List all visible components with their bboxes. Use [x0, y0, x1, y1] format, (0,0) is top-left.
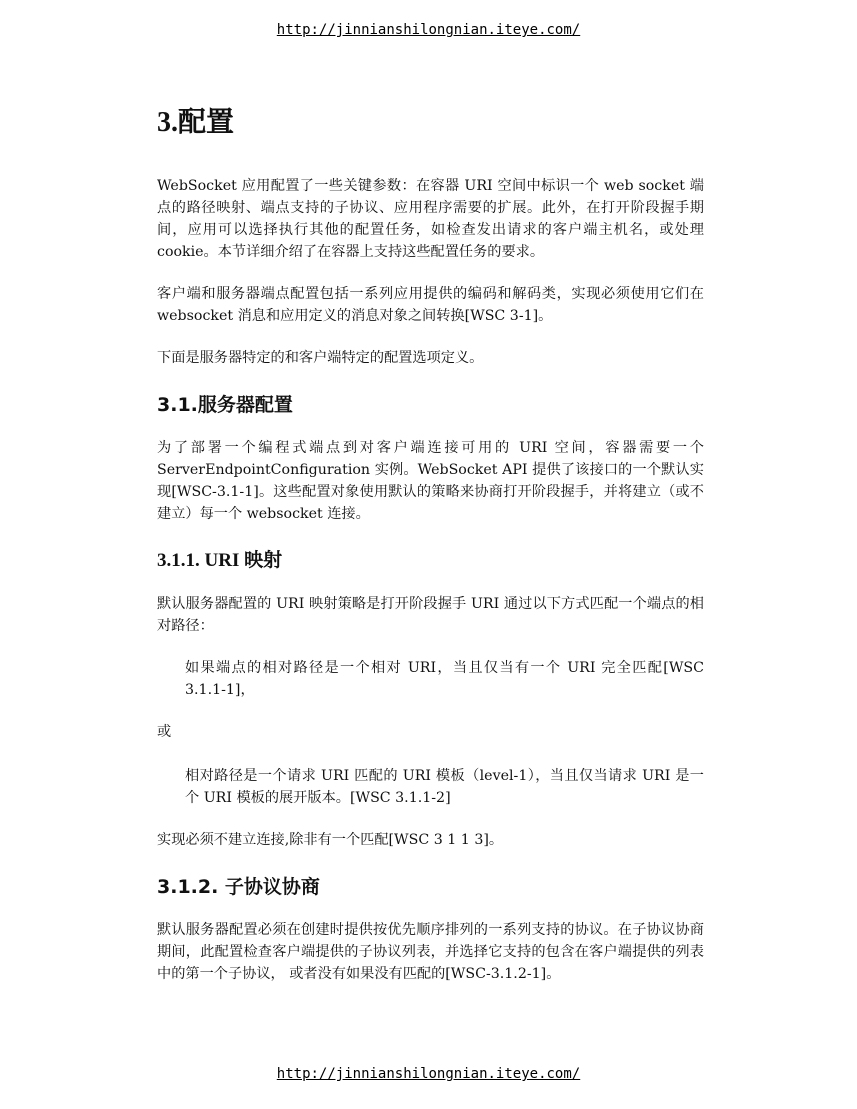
footer-url-link[interactable]: http://jinnianshilongnian.iteye.com/ [276, 1066, 581, 1082]
intro-paragraph-2: 客户端和服务器端点配置包括一系列应用提供的编码和解码类，实现必须使用它们在 websocket 消息和应用定义的消息对象之间转换[WSC 3-1]。 [157, 286, 704, 324]
header-url-link[interactable]: http://jinnianshilongnian.iteye.com/ [276, 22, 581, 38]
section-3-1-1-item-2: 相对路径是一个请求 URI 匹配的 URI 模板（level-1），当且仅当请求 URI 是一个 URI 模板的展开版本。[WSC 3.1.1-2] [185, 768, 704, 806]
footer-url[interactable] [0, 1066, 857, 1082]
header-url[interactable] [0, 22, 857, 38]
section-3-1-1-item-1: 如果端点的相对路径是一个相对 URI，当且仅当有一个 URI 完全匹配[WSC 3.1.1-1]， [185, 660, 704, 698]
section-3-1-paragraph: 为了部署一个编程式端点到对客户端连接可用的 URI 空间，容器需要一个 ServerEndpointConfiguration 实例。WebSocket API 提供了该接口的一个默认实现[WSC-3.1-1]。这些配置对象使用默认的策略来协商打开阶段握手，并将建立（或不建立）每一个 websocket 连接。 [157, 440, 704, 522]
section-3-1-heading: 3.1.服务器配置 [157, 394, 293, 416]
section-3-1-1-heading: 3.1.1. URI 映射 [157, 550, 283, 571]
intro-paragraph-1: WebSocket 应用配置了一些关键参数：在容器 URI 空间中标识一个 web socket 端点的路径映射、端点支持的子协议、应用程序需要的扩展。此外，在打开阶段握手期间，应用可以选择执行其他的配置任务，如检查发出请求的客户端主机名，或处理 cookie。本节详细介绍了在容器上支持这些配置任务的要求。 [157, 178, 704, 260]
section-3-1-2-heading: 3.1.2. 子协议协商 [157, 876, 320, 898]
section-3-1-1-paragraph-2: 实现必须不建立连接,除非有一个匹配[WSC 3 1 1 3]。 [157, 832, 504, 848]
intro-paragraph-3: 下面是服务器特定的和客户端特定的配置选项定义。 [157, 350, 484, 366]
section-3-1-1-paragraph: 默认服务器配置的 URI 映射策略是打开阶段握手 URI 通过以下方式匹配一个端点的相对路径： [157, 596, 704, 634]
section-3-1-1-or: 或 [157, 724, 172, 740]
page-title: 3.配置 [157, 107, 235, 138]
section-3-1-2-paragraph: 默认服务器配置必须在创建时提供按优先顺序排列的一系列支持的协议。在子协议协商期间，此配置检查客户端提供的子协议列表，并选择它支持的包含在客户端提供的列表中的第一个子协议， 或者没有如果没有匹配的[WSC-3.1.2-1]。 [157, 922, 704, 982]
document-body [157, 103, 704, 1005]
